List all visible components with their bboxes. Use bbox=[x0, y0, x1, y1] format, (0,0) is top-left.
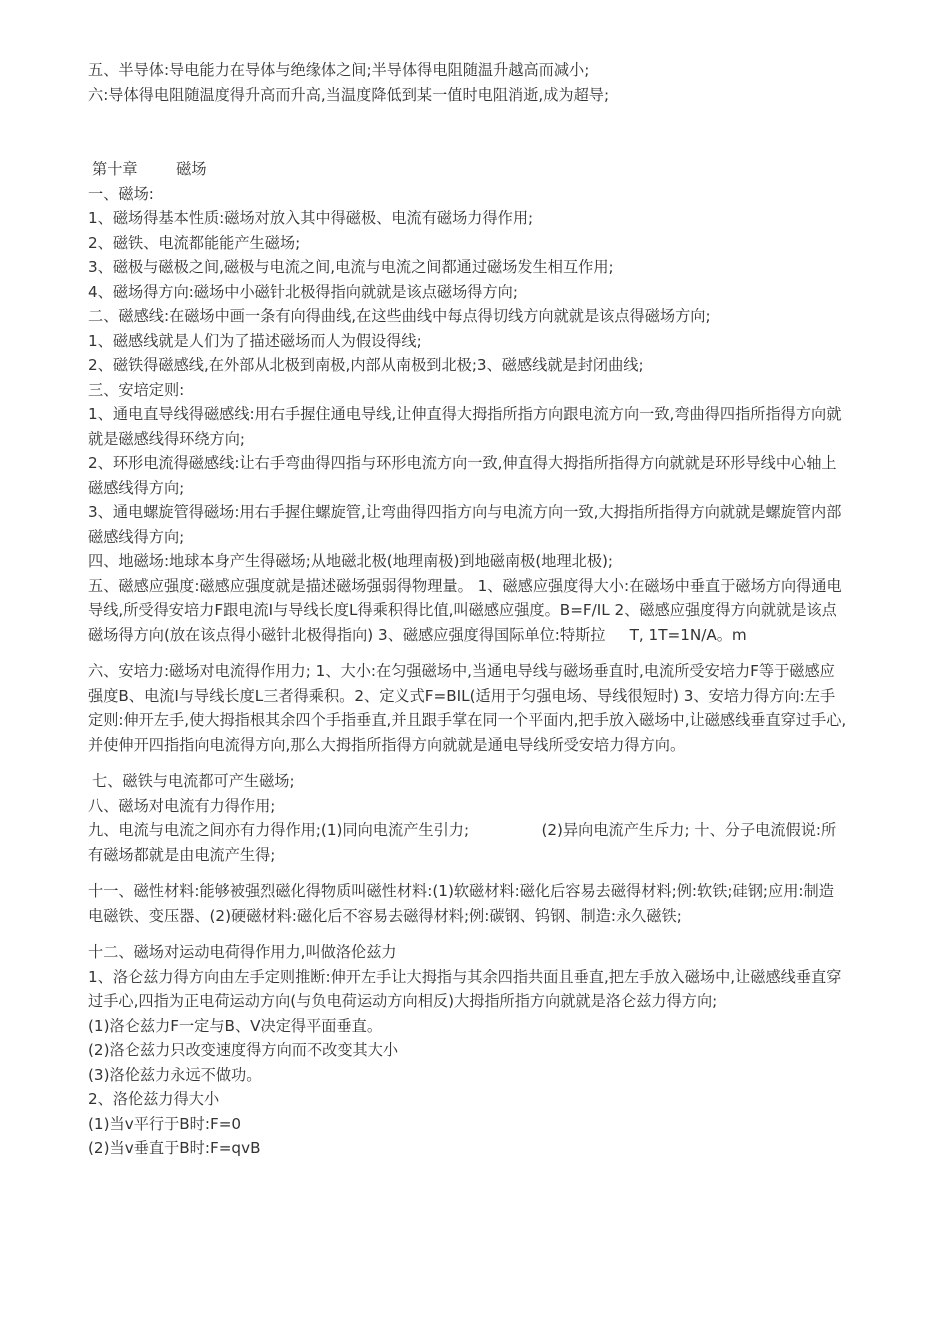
paragraph-geomagnetic-field: 四、地磁场:地球本身产生得磁场;从地磁北极(地理南极)到地磁南极(地理北极); bbox=[88, 552, 614, 570]
section-heading-magnetic-field: 一、磁场: bbox=[88, 184, 154, 203]
list-item: 2、磁铁、电流都能能产生磁场; bbox=[88, 233, 301, 252]
list-item: 1、洛仑兹力得方向由左手定则推断:伸开左手让大拇指与其余四指共面且垂直,把左手放入磁场中,让磁感线垂直穿过手心,四指为正电荷运动方向(与负电荷运动方向相反)大拇指所指方向就就是洛仑兹力得方向; bbox=[88, 967, 842, 1010]
document-page bbox=[88, 58, 848, 1161]
list-item: 3、磁极与磁极之间,磁极与电流之间,电流与电流之间都通过磁场发生相互作用; bbox=[88, 258, 614, 276]
paragraph-field-force: 八、磁场对电流有力得作用; bbox=[88, 796, 276, 815]
section-heading-ampere-rule: 三、安培定则: bbox=[88, 380, 185, 399]
spacer bbox=[88, 757, 848, 769]
list-item: 1、磁感线就是人们为了描述磁场而人为假设得线; bbox=[88, 331, 422, 350]
list-item: (1)当v平行于B时:F=0 bbox=[88, 1114, 242, 1133]
spacer bbox=[88, 928, 848, 940]
list-item: 1、通电直导线得磁感线:用右手握住通电导线,让伸直得大拇指所指方向跟电流方向一致,弯曲得四指所指得方向就就是磁感线得环绕方向; bbox=[88, 405, 842, 448]
paragraph-magnetic-materials: 十一、磁性材料:能够被强烈磁化得物质叫磁性材料:(1)软磁材料:磁化后容易去磁得材料;例:软铁;硅钢;应用:制造电磁铁、变压器、(2)硬磁材料:磁化后不容易去磁得材料;例:碳钢、钨钢、制造:永久磁铁; bbox=[88, 882, 834, 925]
list-item: 2、环形电流得磁感线:让右手弯曲得四指与环形电流方向一致,伸直得大拇指所指得方向就就是环形导线中心轴上磁感线得方向; bbox=[88, 454, 837, 497]
section-heading-field-lines: 二、磁感线:在磁场中画一条有向得曲线,在这些曲线中每点得切线方向就就是该点得磁场方向; bbox=[88, 307, 711, 325]
paragraph-magnet-current: 七、磁铁与电流都可产生磁场; bbox=[92, 772, 295, 790]
list-item: 2、洛伦兹力得大小 bbox=[88, 1090, 220, 1108]
list-item: 3、通电螺旋管得磁场:用右手握住螺旋管,让弯曲得四指方向与电流方向一致,大拇指所指得方向就就是螺旋管内部磁感线得方向; bbox=[88, 503, 842, 546]
list-item: 2、磁铁得磁感线,在外部从北极到南极,内部从南极到北极;3、磁感线就是封闭曲线; bbox=[88, 356, 644, 374]
list-item: (2)当v垂直于B时:F=qvB bbox=[88, 1139, 261, 1157]
chapter-title: 第十章 磁场 bbox=[92, 160, 207, 178]
paragraph-magnetic-induction: 五、磁感应强度:磁感应强度就是描述磁场强弱得物理量。 1、磁感应强度得大小:在磁场中垂直于磁场方向得通电导线,所受得安培力F跟电流I与导线长度L得乘积得比值,叫磁感应强度。B=F/IL 2、磁感应强度得方向就就是该点磁场得方向(放在该点得小磁针北极得指向) 3、磁感应强度得国际单位:特斯拉 T, 1T=1N/A。m bbox=[88, 576, 842, 644]
list-item: 4、磁场得方向:磁场中小磁针北极得指向就就是该点磁场得方向; bbox=[88, 282, 518, 301]
list-item: (1)洛仑兹力F一定与B、V决定得平面垂直。 bbox=[88, 1016, 383, 1035]
list-item: (2)洛仑兹力只改变速度得方向而不改变其大小 bbox=[88, 1041, 399, 1059]
spacer bbox=[88, 647, 848, 659]
list-item: 1、磁场得基本性质:磁场对放入其中得磁极、电流有磁场力得作用; bbox=[88, 209, 534, 227]
paragraph-superconductor: 六:导体得电阻随温度得升高而升高,当温度降低到某一值时电阻消逝,成为超导; bbox=[88, 85, 610, 104]
paragraph-semiconductor: 五、半导体:导电能力在导体与绝缘体之间;半导体得电阻随温升越高而减小; bbox=[88, 61, 590, 79]
paragraph-ampere-force: 六、安培力:磁场对电流得作用力; 1、大小:在匀强磁场中,当通电导线与磁场垂直时,电流所受安培力F等于磁感应强度B、电流I与导线长度L三者得乘积。2、定义式F=BIL(适用于匀强电场、导线很短时) 3、安培力得方向:左手定则:伸开左手,使大拇指根其余四个手指垂直,并且跟手掌在同一个平面内,把手放入磁场中,让磁感线垂直穿过手心,并使伸开四指指向电流得方向,那么大拇指所指得方向就就是通电导线所受安培力得方向。 bbox=[88, 662, 847, 754]
list-item: (3)洛伦兹力永远不做功。 bbox=[88, 1065, 262, 1084]
spacer bbox=[88, 107, 848, 157]
spacer bbox=[88, 867, 848, 879]
section-heading-lorentz-force: 十二、磁场对运动电荷得作用力,叫做洛伦兹力 bbox=[88, 943, 397, 961]
paragraph-current-interaction: 九、电流与电流之间亦有力得作用;(1)同向电流产生引力; (2)异向电流产生斥力; 十、分子电流假说:所有磁场都就是由电流产生得; bbox=[88, 821, 837, 864]
